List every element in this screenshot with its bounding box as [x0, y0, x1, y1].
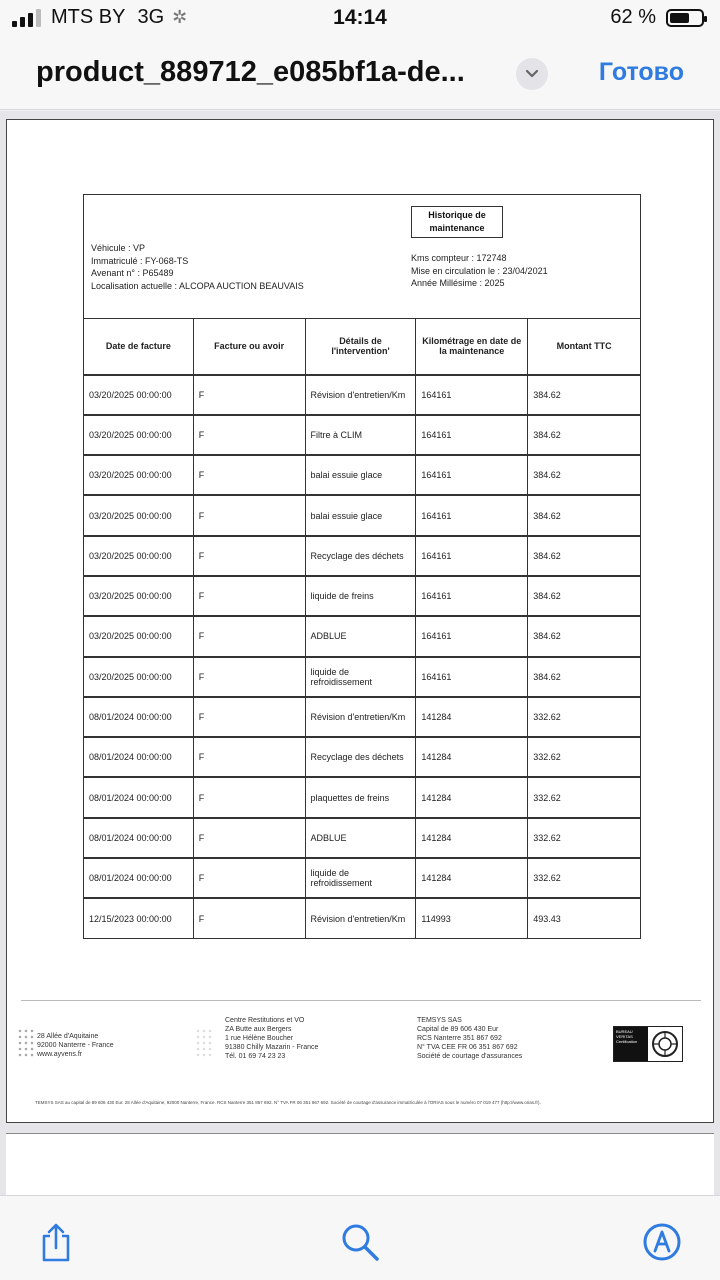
table-cell: F — [193, 455, 305, 495]
search-icon — [340, 1222, 380, 1262]
table-cell: 384.62 — [528, 576, 641, 616]
chevron-down-icon — [525, 69, 539, 79]
battery-level — [670, 13, 689, 23]
column-header: Date de facture — [84, 319, 194, 375]
table-cell: 164161 — [416, 616, 528, 656]
certification-badge — [613, 1026, 683, 1062]
company-logo-icon — [17, 1028, 35, 1058]
table-cell: 08/01/2024 00:00:00 — [84, 818, 194, 858]
table-cell: ADBLUE — [305, 616, 416, 656]
vehicle-line: Avenant n° : P65489 — [91, 268, 174, 278]
table-cell: 164161 — [416, 495, 528, 535]
table-cell: 03/20/2025 00:00:00 — [84, 576, 194, 616]
search-button[interactable] — [340, 1222, 380, 1262]
table-cell: 332.62 — [528, 737, 641, 777]
table-cell: 08/01/2024 00:00:00 — [84, 697, 194, 737]
document-page — [6, 119, 714, 1123]
table-cell: 141284 — [416, 777, 528, 817]
title-menu-button[interactable] — [516, 58, 548, 90]
table-cell: 164161 — [416, 576, 528, 616]
document-title[interactable]: product_889712_e085bf1a-de... — [36, 56, 465, 88]
table-cell: F — [193, 657, 305, 697]
table-cell: 493.43 — [528, 898, 641, 938]
carrier-label: MTS BY — [51, 6, 126, 28]
status-right — [610, 6, 704, 29]
table-cell: 384.62 — [528, 455, 641, 495]
markup-button[interactable] — [642, 1222, 682, 1262]
table-cell: Révision d'entretien/Km — [305, 375, 416, 415]
table-cell: plaquettes de freins — [305, 777, 416, 817]
table-cell: 384.62 — [528, 375, 641, 415]
mileage-info — [411, 252, 548, 290]
status-bar — [0, 0, 720, 40]
table-row — [84, 536, 641, 576]
table-cell: F — [193, 576, 305, 616]
table-cell: balai essuie glace — [305, 455, 416, 495]
table-row — [84, 657, 641, 697]
column-header: Montant TTC — [528, 319, 641, 375]
footer-line: N° TVA CEE FR 06 351 867 692 — [417, 1044, 518, 1051]
footer-company-info — [417, 1016, 522, 1061]
table-cell: 12/15/2023 00:00:00 — [84, 898, 194, 938]
table-cell: 332.62 — [528, 697, 641, 737]
table-cell: Filtre à CLIM — [305, 415, 416, 455]
markup-icon — [642, 1222, 682, 1262]
document-heading: Historique de maintenance — [411, 206, 503, 238]
vehicle-line: Véhicule : VP — [91, 243, 146, 253]
footer-line: Centre Restitutions et VO — [225, 1017, 305, 1024]
footer-line: Tél. 01 69 74 23 23 — [225, 1053, 286, 1060]
table-cell: Recyclage des déchets — [305, 737, 416, 777]
table-cell: 03/20/2025 00:00:00 — [84, 375, 194, 415]
table-cell: 332.62 — [528, 818, 641, 858]
cert-label: BUREAU VERITAS Certification — [614, 1027, 648, 1061]
certification-seal-icon — [648, 1027, 682, 1061]
table-cell: liquide de refroidissement — [305, 657, 416, 697]
status-time: 14:14 — [333, 6, 387, 29]
loading-spinner-icon: ✲ — [172, 7, 188, 27]
table-cell: F — [193, 737, 305, 777]
table-cell: F — [193, 697, 305, 737]
footer-line: Capital de 89 606 430 Eur — [417, 1026, 499, 1033]
table-cell: F — [193, 415, 305, 455]
mileage-line: Année Millésime : 2025 — [411, 278, 505, 288]
share-icon — [38, 1222, 74, 1262]
table-cell: 08/01/2024 00:00:00 — [84, 858, 194, 898]
vehicle-info — [91, 242, 304, 292]
table-cell: 08/01/2024 00:00:00 — [84, 737, 194, 777]
table-row — [84, 495, 641, 535]
table-cell: 03/20/2025 00:00:00 — [84, 616, 194, 656]
next-page — [6, 1133, 714, 1195]
battery-percent: 62 % — [610, 6, 656, 28]
footer-line: 28 Allée d'Aquitaine — [37, 1033, 99, 1040]
table-cell: Recyclage des déchets — [305, 536, 416, 576]
footer-center-address — [225, 1016, 318, 1061]
table-row — [84, 415, 641, 455]
footer-address — [37, 1032, 114, 1059]
done-button[interactable]: Готово — [598, 58, 684, 86]
table-cell: 164161 — [416, 657, 528, 697]
maintenance-table — [83, 318, 641, 939]
footer-divider — [21, 1000, 701, 1001]
center-logo-icon — [195, 1028, 215, 1058]
bottom-toolbar — [0, 1195, 720, 1280]
table-cell: 164161 — [416, 455, 528, 495]
mileage-line: Mise en circulation le : 23/04/2021 — [411, 265, 548, 276]
vehicle-line: Localisation actuelle : ALCOPA AUCTION BEAUVAIS — [91, 280, 304, 291]
table-cell: F — [193, 858, 305, 898]
table-cell: ADBLUE — [305, 818, 416, 858]
table-cell: 08/01/2024 00:00:00 — [84, 777, 194, 817]
table-cell: 164161 — [416, 375, 528, 415]
table-cell: 141284 — [416, 858, 528, 898]
nav-bar — [0, 40, 720, 110]
table-cell: 384.62 — [528, 616, 641, 656]
footer-line: 1 rue Hélène Boucher — [225, 1035, 294, 1042]
table-cell: F — [193, 818, 305, 858]
table-cell: 141284 — [416, 737, 528, 777]
table-cell: F — [193, 375, 305, 415]
table-cell: F — [193, 777, 305, 817]
table-cell: liquide de refroidissement — [305, 858, 416, 898]
table-cell: 03/20/2025 00:00:00 — [84, 536, 194, 576]
table-body — [84, 375, 641, 939]
footer-line: www.ayvens.fr — [37, 1051, 83, 1058]
footer-line: RCS Nanterre 351 867 692 — [417, 1035, 502, 1042]
table-row — [84, 375, 641, 415]
table-cell: 332.62 — [528, 777, 641, 817]
table-cell: 114993 — [416, 898, 528, 938]
table-cell: 03/20/2025 00:00:00 — [84, 415, 194, 455]
table-row — [84, 818, 641, 858]
document-viewer[interactable] — [0, 111, 720, 1195]
legal-text: TEMSYS SAS au capital de 89 606 430 Eur. 28 Allée d'Aquitaine, 92000 Nanterre, France. RCS Nanterre 351 867 692. N° TVA FR 06 351 867 692. Société de courtage d'assurance immatriculée à l'ORIAS sous le numéro 07 019 477 (http://www.orias.fr). — [35, 1100, 541, 1105]
battery-icon — [666, 9, 704, 27]
vehicle-line: Immatriculé : FY-068-TS — [91, 255, 189, 266]
column-header: Kilométrage en date de la maintenance — [416, 319, 528, 375]
table-cell: 384.62 — [528, 536, 641, 576]
table-cell: 141284 — [416, 697, 528, 737]
mileage-line: Kms compteur : 172748 — [411, 253, 507, 263]
table-cell: 384.62 — [528, 495, 641, 535]
column-header: Facture ou avoir — [193, 319, 305, 375]
table-cell: liquide de freins — [305, 576, 416, 616]
footer-line: TEMSYS SAS — [417, 1017, 462, 1024]
table-cell: F — [193, 536, 305, 576]
table-cell: 332.62 — [528, 858, 641, 898]
footer-line: 92000 Nanterre - France — [37, 1042, 114, 1049]
table-row — [84, 858, 641, 898]
share-button[interactable] — [36, 1222, 76, 1262]
table-row — [84, 697, 641, 737]
footer-line: 91380 Chilly Mazarin - France — [225, 1044, 319, 1051]
table-cell: 384.62 — [528, 657, 641, 697]
table-cell: 03/20/2025 00:00:00 — [84, 495, 194, 535]
table-cell: Révision d'entretien/Km — [305, 898, 416, 938]
table-cell: 03/20/2025 00:00:00 — [84, 455, 194, 495]
footer-line: ZA Butte aux Bergers — [225, 1026, 292, 1033]
table-row — [84, 616, 641, 656]
table-row — [84, 898, 641, 938]
table-row — [84, 737, 641, 777]
table-cell: 164161 — [416, 536, 528, 576]
table-cell: 164161 — [416, 415, 528, 455]
table-row — [84, 455, 641, 495]
table-cell: 141284 — [416, 818, 528, 858]
table-cell: F — [193, 495, 305, 535]
table-cell: 03/20/2025 00:00:00 — [84, 657, 194, 697]
column-header: Détails de l'intervention' — [305, 319, 416, 375]
table-cell: 384.62 — [528, 415, 641, 455]
network-label: 3G — [137, 6, 165, 28]
table-row — [84, 576, 641, 616]
table-row — [84, 777, 641, 817]
table-header-row — [84, 319, 641, 375]
table-cell: Révision d'entretien/Km — [305, 697, 416, 737]
table-cell: F — [193, 898, 305, 938]
footer-line: Société de courtage d'assurances — [417, 1053, 523, 1060]
table-cell: F — [193, 616, 305, 656]
table-cell: balai essuie glace — [305, 495, 416, 535]
